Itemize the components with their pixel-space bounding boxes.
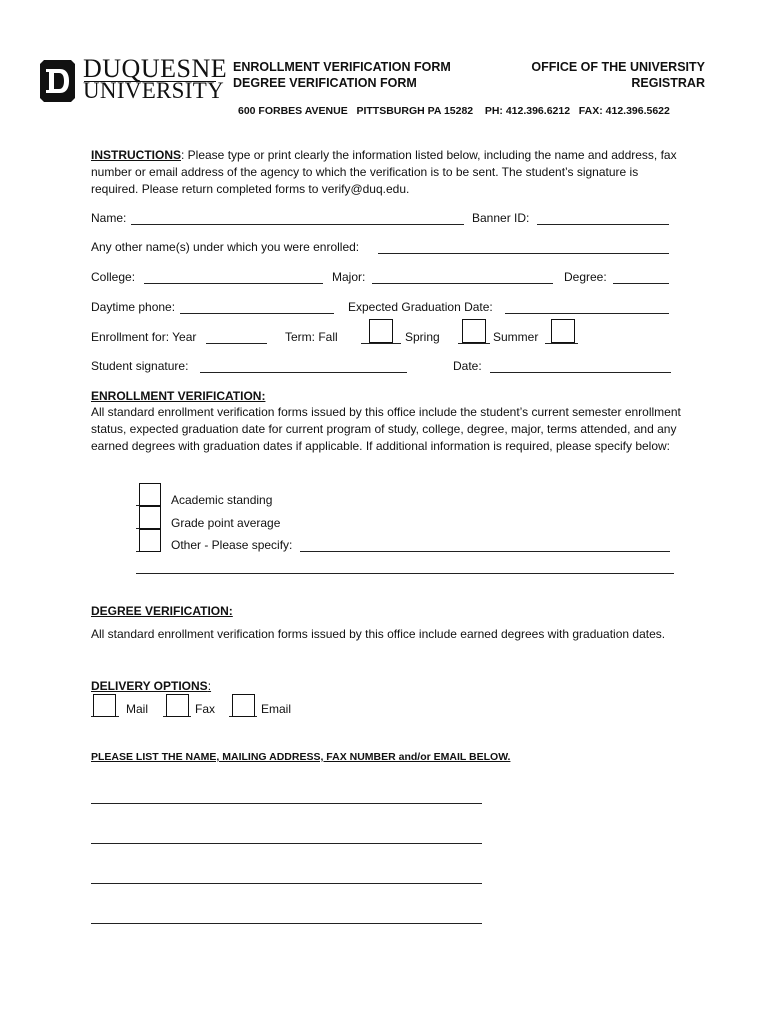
logo-wordmark-university: UNIVERSITY [83,78,224,103]
date-field[interactable] [490,372,671,373]
instructions-text: : Please type or print clearly the information listed below, including the name and address, fax number or email address of the agency to which the verification is to be sent. The student’s signature is required. Please return completed forms to verify@duq.edu. [91,148,677,196]
delivery-options-heading: DELIVERY OPTIONS: [91,679,212,693]
other-names-label: Any other name(s) under which you were enrolled: [91,240,360,254]
term-spring-checkbox[interactable] [462,319,486,343]
degree-verification-heading: DEGREE VERIFICATION: [91,604,233,618]
other-specify-field-line2[interactable] [136,573,674,574]
expected-graduation-label: Expected Graduation Date: [348,300,493,314]
logo-wordmark-duquesne: DUQUESNE [83,54,228,83]
academic-standing-label: Academic standing [171,493,273,507]
name-field[interactable] [131,224,464,225]
degree-label: Degree: [564,270,607,284]
degree-field[interactable] [613,283,669,284]
recipient-line-3[interactable] [91,883,482,884]
term-fall-checkbox[interactable] [369,319,393,343]
other-names-field[interactable] [378,253,669,254]
major-field[interactable] [372,283,553,284]
instructions-block [91,147,681,198]
term-summer-underline [545,343,578,344]
grade-point-average-label: Grade point average [171,516,281,530]
recipient-line-4[interactable] [91,923,482,924]
banner-id-field[interactable] [537,224,669,225]
office-address: 600 FORBES AVENUE PITTSBURGH PA 15282 PH: 412.396.6212 FAX: 412.396.5622 [238,105,670,117]
banner-id-label: Banner ID: [472,211,530,225]
form-title-degree: DEGREE VERIFICATION FORM [233,76,417,90]
term-summer-label: Summer [493,330,539,344]
delivery-fax-label: Fax [195,702,216,716]
term-fall-underline [361,343,401,344]
duquesne-seal-icon [40,60,75,102]
student-signature-field[interactable] [200,372,407,373]
expected-graduation-field[interactable] [505,313,669,314]
major-label: Major: [332,270,366,284]
delivery-fax-checkbox[interactable] [166,694,189,717]
other-specify-label: Other - Please specify: [171,538,293,552]
other-specify-checkbox[interactable] [139,529,161,552]
date-label: Date: [453,359,482,373]
office-name-line1: OFFICE OF THE UNIVERSITY [531,60,705,74]
enrollment-verification-text: All standard enrollment verification forms issued by this office include the student’s current semester enrollment status, expected graduation date for current program of study, college, degree, major, terms attended, and any earned degrees with graduation dates if applicable. If additional information is required, please specify below: [91,405,681,453]
term-spring-underline [458,343,490,344]
daytime-phone-field[interactable] [180,313,334,314]
recipient-line-2[interactable] [91,843,482,844]
degree-verification-text: All standard enrollment verification forms issued by this office include earned degrees with graduation dates. [91,627,666,641]
daytime-phone-label: Daytime phone: [91,300,176,314]
student-signature-label: Student signature: [91,359,189,373]
delivery-email-label: Email [261,702,292,716]
form-title-enrollment: ENROLLMENT VERIFICATION FORM [233,60,451,74]
academic-standing-checkbox[interactable] [139,483,161,506]
college-label: College: [91,270,136,284]
delivery-mail-label: Mail [126,702,149,716]
recipient-list-instruction: PLEASE LIST THE NAME, MAILING ADDRESS, FAX NUMBER and/or EMAIL BELOW. [91,751,511,763]
office-name-line2: REGISTRAR [631,76,705,90]
other-specify-field[interactable] [300,551,670,552]
name-label: Name: [91,211,127,225]
enrollment-verification-heading: ENROLLMENT VERIFICATION: [91,389,266,403]
term-spring-label: Spring [405,330,440,344]
grade-point-average-checkbox[interactable] [139,506,161,529]
term-summer-checkbox[interactable] [551,319,575,343]
college-field[interactable] [144,283,323,284]
instructions-label: INSTRUCTIONS [91,148,181,162]
delivery-email-checkbox[interactable] [232,694,255,717]
recipient-line-1[interactable] [91,803,482,804]
enrollment-year-label: Enrollment for: Year [91,330,197,344]
enrollment-year-field[interactable] [206,343,267,344]
delivery-mail-checkbox[interactable] [93,694,116,717]
term-fall-label: Term: Fall [285,330,338,344]
